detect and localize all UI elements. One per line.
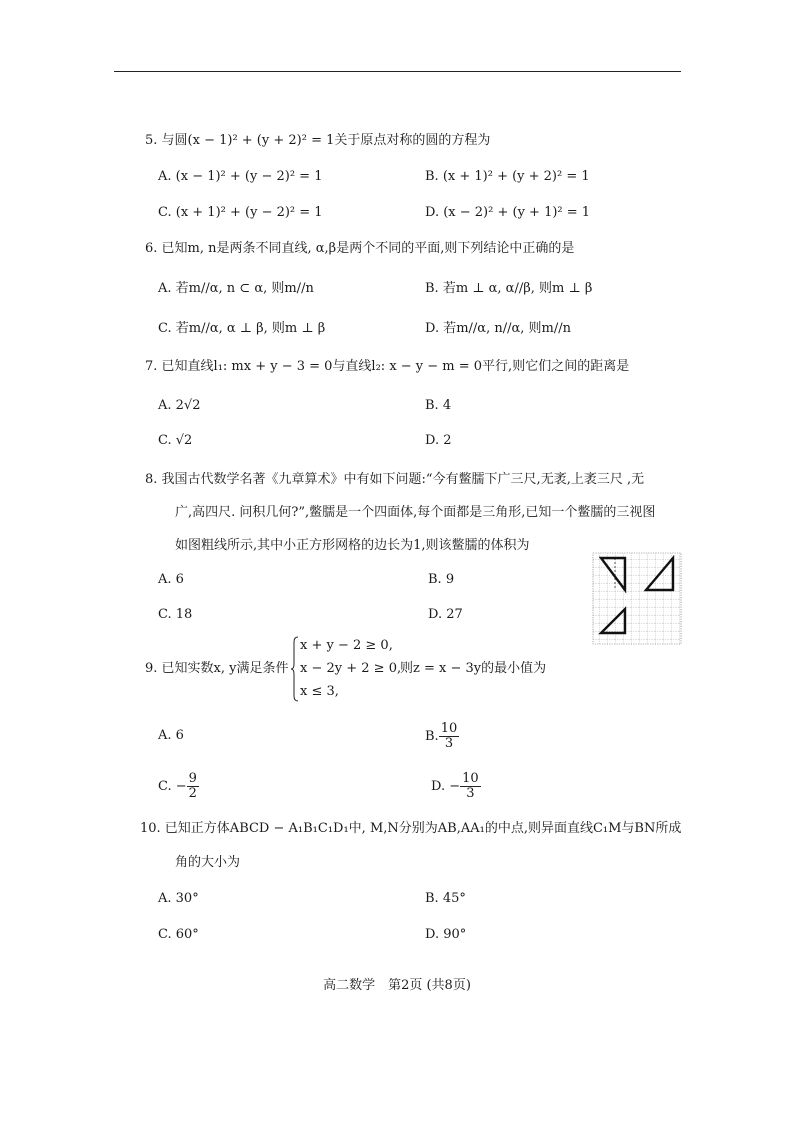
q9-constraint-2: x − 2y + 2 ≥ 0, — [300, 661, 402, 676]
q8-stem-line2: 广,高四尺. 问积几何?”,鳖臑是一个四面体,每个面都是三角形,已知一个鳖臑的三视图 — [175, 505, 656, 520]
q6-option-a: A. 若m//α, n ⊂ α, 则m//n — [158, 281, 314, 296]
q8-stem-line3: 如图粗线所示,其中小正方形网格的边长为1,则该鳖臑的体积为 — [175, 538, 530, 553]
q6-option-d: D. 若m//α, n//α, 则m//n — [425, 321, 571, 336]
q9-option-c — [158, 767, 199, 807]
q8-stem-line1: 8. 我国古代数学名著《九章算术》中有如下问题:“今有鳖臑下广三尺,无袤,上袤三尺 ,无 — [145, 472, 645, 487]
q7-option-a: A. 2√2 — [158, 398, 201, 413]
left-brace-icon — [290, 636, 300, 702]
q7-option-b: B. 4 — [425, 398, 452, 413]
q10-option-c: C. 60° — [158, 927, 199, 942]
q8-option-a: A. 6 — [158, 572, 184, 587]
q8-option-d: D. 27 — [428, 607, 463, 622]
q10-option-b: B. 45° — [425, 891, 466, 906]
q10-stem-line2: 角的大小为 — [175, 855, 241, 870]
q9-option-d-label: D. − — [431, 779, 461, 794]
q9-option-b-label: B. — [425, 729, 439, 744]
q9-option-c-fraction — [187, 772, 199, 801]
q9-constraint-1: x + y − 2 ≥ 0, — [300, 638, 393, 653]
q8-option-c: C. 18 — [158, 607, 193, 622]
q5-option-d: D. (x − 2)² + (y + 1)² = 1 — [425, 205, 591, 220]
q7-option-c: C. √2 — [158, 433, 193, 448]
q5-stem: 5. 与圆(x − 1)² + (y + 2)² = 1关于原点对称的圆的方程为 — [145, 133, 491, 148]
page-footer: 高二数学 第2页 (共8页) — [323, 978, 471, 993]
q9-option-d-fraction — [460, 772, 481, 801]
q9-option-b — [425, 717, 459, 757]
q6-option-c: C. 若m//α, α ⊥ β, 则m ⊥ β — [158, 321, 326, 336]
fraction-denominator: 3 — [460, 786, 481, 801]
q9-option-c-label: C. − — [158, 779, 187, 794]
fraction-numerator: 10 — [440, 721, 458, 736]
q7-option-d: D. 2 — [425, 433, 452, 448]
q9-option-b-fraction — [439, 722, 460, 751]
q5-option-b: B. (x + 1)² + (y + 2)² = 1 — [425, 169, 590, 184]
q7-stem: 7. 已知直线l₁: mx + y − 3 = 0与直线l₂: x − y − m = 0平行,则它们之间的距离是 — [145, 359, 630, 374]
q9-stem-suffix: 则z = x − 3y的最小值为 — [400, 661, 547, 676]
fraction-numerator: 9 — [188, 771, 197, 786]
q10-option-a: A. 30° — [158, 891, 199, 906]
q5-option-c: C. (x + 1)² + (y − 2)² = 1 — [158, 205, 323, 220]
q9-option-a: A. 6 — [158, 728, 184, 743]
q6-stem: 6. 已知m, n是两条不同直线, α,β是两个不同的平面,则下列结论中正确的是 — [145, 241, 575, 256]
header-rule — [114, 71, 681, 72]
fraction-denominator: 3 — [439, 736, 460, 751]
q9-constraint-3: x ≤ 3, — [300, 684, 339, 699]
q9-stem-prefix: 9. 已知实数x, y满足条件 — [145, 661, 289, 676]
q5-option-a: A. (x − 1)² + (y − 2)² = 1 — [158, 169, 323, 184]
q8-option-b: B. 9 — [428, 572, 455, 587]
q6-option-b: B. 若m ⊥ α, α//β, 则m ⊥ β — [425, 281, 593, 296]
fraction-denominator: 2 — [188, 786, 197, 801]
q10-stem-line1: 10. 已知正方体ABCD − A₁B₁C₁D₁中, M,N分别为AB,AA₁的中点,则异面直线C₁M与BN所成 — [140, 821, 682, 836]
three-view-grid-figure — [591, 551, 683, 646]
fraction-numerator: 10 — [462, 771, 479, 786]
q10-option-d: D. 90° — [425, 927, 467, 942]
q9-option-d — [431, 767, 481, 807]
